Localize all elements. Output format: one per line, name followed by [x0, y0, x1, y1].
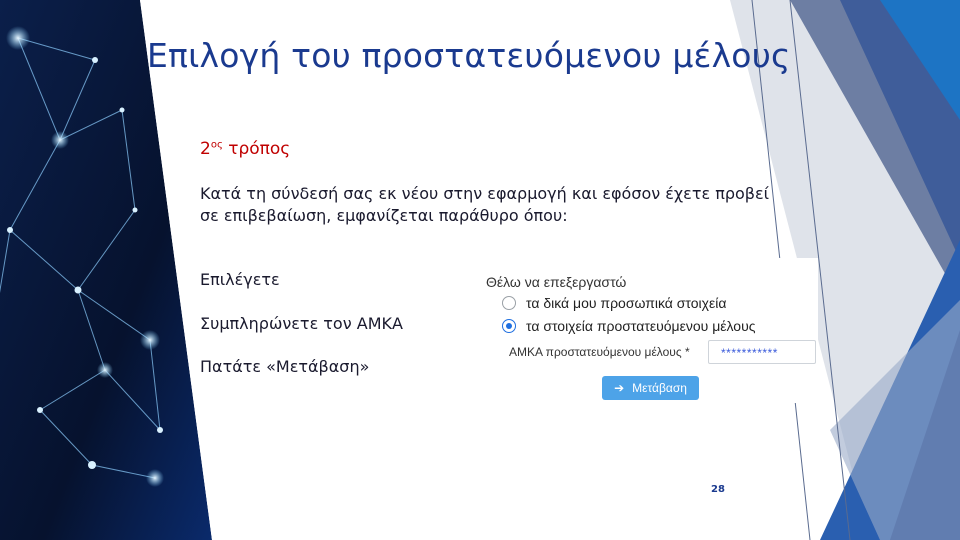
page-number: 28 [711, 484, 725, 495]
intro-paragraph: Κατά τη σύνδεσή σας εκ νέου στην εφαρμογή και εφόσον έχετε προβεί σε επιβεβαίωση, εμφανίζεται παράθυρο όπου: [200, 184, 770, 225]
member-selection-form [468, 258, 818, 403]
subtitle-number: 2 [200, 139, 211, 159]
subtitle-ordinal: ος [210, 139, 223, 151]
option-own-data-label: τα δικά μου προσωπικά στοιχεία [526, 295, 727, 311]
step-select: Επιλέγετε [200, 270, 280, 289]
amka-input[interactable]: *********** [708, 340, 816, 364]
step-fill-amka: Συμπληρώνετε τον ΑΜΚΑ [200, 314, 403, 333]
option-member-data[interactable] [502, 318, 755, 334]
radio-checked-icon[interactable] [502, 319, 516, 333]
step-press-go: Πατάτε «Μετάβαση» [200, 357, 370, 376]
amka-field-label: ΑΜΚΑ προστατευόμενου μέλους * [509, 345, 690, 359]
method-subtitle [200, 139, 290, 159]
subtitle-text: τρόπος [222, 139, 291, 159]
arrow-right-icon: ➔ [614, 381, 625, 395]
option-own-data[interactable] [502, 295, 726, 311]
network-background [0, 0, 212, 540]
submit-button[interactable] [602, 376, 699, 400]
option-member-data-label: τα στοιχεία προστατευόμενου μέλους [526, 318, 756, 334]
slide-title: Επιλογή του προστατευόμενου μέλους [147, 36, 791, 75]
radio-unchecked-icon[interactable] [502, 296, 516, 310]
form-question: Θέλω να επεξεργαστώ [486, 274, 627, 290]
submit-button-label: Μετάβαση [632, 381, 687, 395]
